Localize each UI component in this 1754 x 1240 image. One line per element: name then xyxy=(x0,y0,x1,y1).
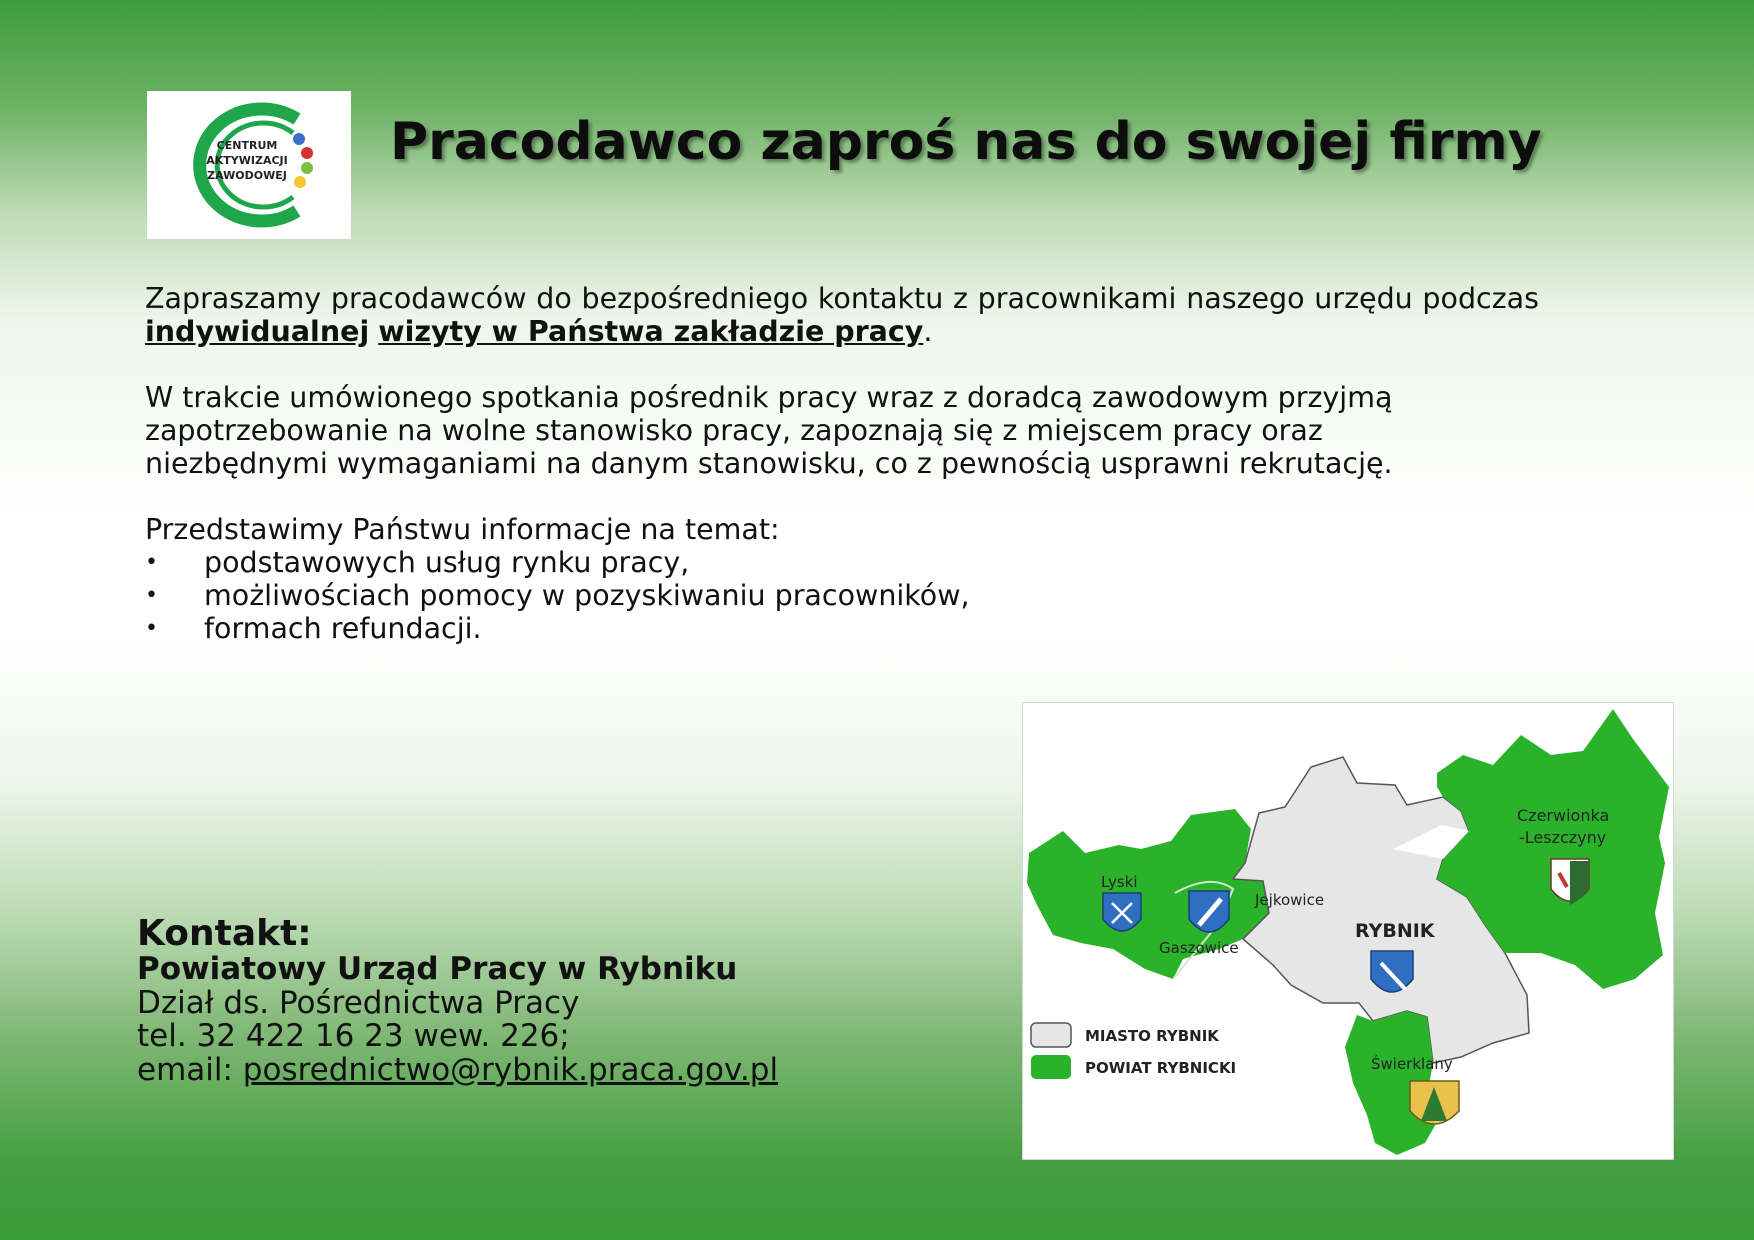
paragraph-gap xyxy=(145,348,1539,381)
intro-emphasis-individual: indywidualnej xyxy=(145,315,370,348)
map-label-gaszowice: Gaszowice xyxy=(1159,939,1239,957)
contact-email-label: email: xyxy=(137,1051,243,1088)
map-label-czerwionka: Czerwionka xyxy=(1517,806,1610,825)
region-map-graphic xyxy=(1023,703,1673,1159)
list-item xyxy=(145,546,1539,579)
organization-logo xyxy=(147,91,351,239)
intro-text: Zapraszamy pracodawców do bezpośredniego kontaktu z pracownikami naszego urzędu podczas xyxy=(145,282,1539,315)
meeting-line-2: zapotrzebowanie na wolne stanowisko pracy, zapoznają się z miejscem pracy oraz xyxy=(145,414,1323,447)
map-label-jejkowice: Jejkowice xyxy=(1255,891,1325,909)
logo-dot-green xyxy=(301,162,313,174)
list-item-text: możliwościach pomocy w pozyskiwaniu pracowników, xyxy=(204,579,970,612)
contact-department: Dział ds. Pośrednictwa Pracy xyxy=(137,984,580,1021)
info-list xyxy=(145,546,1539,645)
contact-block xyxy=(137,915,897,1087)
meeting-paragraph xyxy=(145,381,1539,480)
info-heading: Przedstawimy Państwu informacje na temat: xyxy=(145,513,780,546)
logo-text-line1: CENTRUM xyxy=(216,139,278,152)
contact-heading: Kontakt: xyxy=(137,913,312,954)
logo-dot-yellow xyxy=(294,176,306,188)
contact-email-row xyxy=(137,1051,897,1088)
main-content xyxy=(145,282,1539,645)
legend-city-swatch xyxy=(1031,1023,1071,1047)
logo-graphic xyxy=(147,91,351,239)
logo-dot-red xyxy=(301,147,313,159)
meeting-line-3: niezbędnymi wymaganiami na danym stanowisku, co z pewnością usprawni rekrutację. xyxy=(145,447,1393,480)
page-title: Pracodawco zaproś nas do swojej firmy xyxy=(390,112,1542,172)
region-map xyxy=(1022,702,1674,1160)
paragraph-gap xyxy=(145,480,1539,513)
logo-dot-blue xyxy=(293,133,305,145)
legend-city-label: MIASTO RYBNIK xyxy=(1085,1027,1219,1045)
list-item-text: podstawowych usług rynku pracy, xyxy=(204,546,690,579)
bullet-icon: • xyxy=(145,550,158,575)
contact-email-link[interactable]: posrednictwo@rybnik.praca.gov.pl xyxy=(242,1051,779,1088)
legend-county-label: POWIAT RYBNICKI xyxy=(1085,1059,1237,1077)
map-label-rybnik: RYBNIK xyxy=(1355,920,1435,942)
intro-space xyxy=(369,315,378,348)
map-label-leszczyny: -Leszczyny xyxy=(1519,828,1607,847)
intro-emphasis-visit: wizyty w Państwa zakładzie pracy xyxy=(378,315,924,348)
logo-text-line3: ZAWODOWEJ xyxy=(207,169,287,182)
list-item-text: formach refundacji. xyxy=(204,612,482,645)
bullet-icon: • xyxy=(145,583,158,608)
list-item xyxy=(145,612,1539,645)
intro-paragraph xyxy=(145,282,1539,348)
bullet-icon: • xyxy=(145,616,158,641)
legend-county-swatch xyxy=(1031,1055,1071,1079)
list-item xyxy=(145,579,1539,612)
intro-period: . xyxy=(923,315,933,348)
map-label-lyski: Lyski xyxy=(1101,873,1138,891)
meeting-line-1: W trakcie umówionego spotkania pośrednik pracy wraz z doradcą zawodowym przyjmą xyxy=(145,381,1393,414)
rybnik-crest-icon xyxy=(1371,951,1413,992)
contact-phone: tel. 32 422 16 23 wew. 226; xyxy=(137,1018,570,1054)
contact-organization: Powiatowy Urząd Pracy w Rybniku xyxy=(137,951,738,987)
map-label-swierklany: Świerklany xyxy=(1371,1055,1453,1073)
logo-text-line2: AKTYWIZACJI xyxy=(206,154,288,167)
